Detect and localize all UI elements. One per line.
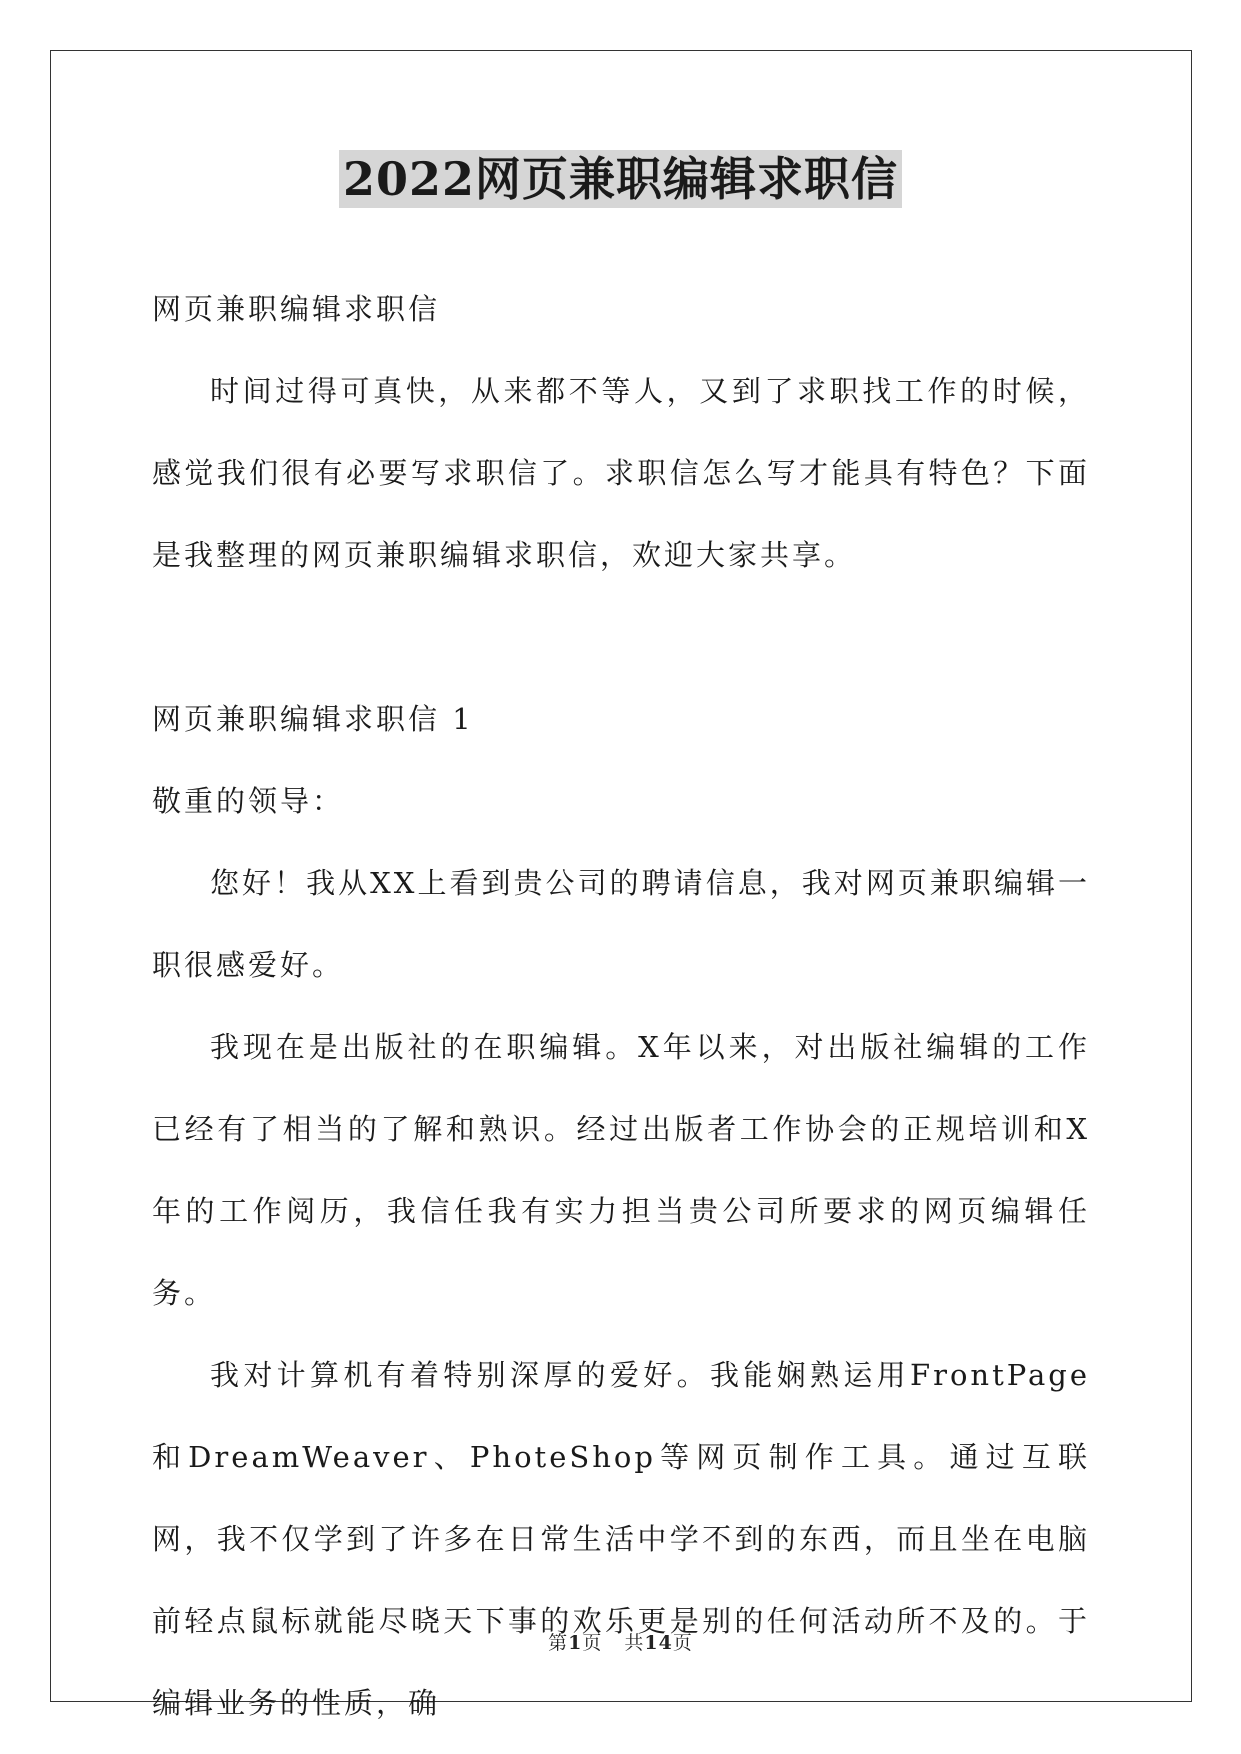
document-title bbox=[0, 152, 1241, 207]
body-paragraph-2: 我现在是出版社的在职编辑。X年以来，对出版社编辑的工作已经有了相当的了解和熟识。经过出版者工作协会的正规培训和X年的工作阅历，我信任我有实力担当贵公司所要求的网页编辑任务。 bbox=[152, 1030, 1090, 1310]
page-footer bbox=[0, 1628, 1241, 1655]
document-title-text: 2022网页兼职编辑求职信 bbox=[339, 150, 902, 208]
section-spacer bbox=[152, 596, 1090, 678]
page-number: 1 bbox=[568, 1632, 583, 1654]
body-paragraph-3: 我对计算机有着特别深厚的爱好。我能娴熟运用FrontPage和DreamWeaver、PhoteShop等网页制作工具。通过互联网，我不仅学到了许多在日常生活中学不到的东西，而且坐在电脑前轻点鼠标就能尽晓天下事的欢乐更是别的任何活动所不及的。于编辑业务的性质，确 bbox=[152, 1358, 1090, 1720]
section-heading: 网页兼职编辑求职信 1 bbox=[152, 702, 474, 736]
document-body bbox=[152, 268, 1090, 1744]
total-prefix: 共 bbox=[624, 1632, 645, 1654]
salutation: 敬重的领导： bbox=[152, 784, 345, 818]
total-pages: 14 bbox=[644, 1632, 673, 1654]
page-suffix: 页 bbox=[582, 1632, 603, 1654]
body-paragraph-1: 您好！我从XX上看到贵公司的聘请信息，我对网页兼职编辑一职很感爱好。 bbox=[152, 866, 1090, 982]
intro-paragraph: 时间过得可真快，从来都不等人，又到了求职找工作的时候，感觉我们很有必要写求职信了。求职信怎么写才能具有特色？下面是我整理的网页兼职编辑求职信，欢迎大家共享。 bbox=[152, 374, 1090, 572]
page-prefix: 第 bbox=[548, 1632, 569, 1654]
document-subtitle: 网页兼职编辑求职信 bbox=[152, 292, 441, 326]
total-suffix: 页 bbox=[672, 1632, 693, 1654]
